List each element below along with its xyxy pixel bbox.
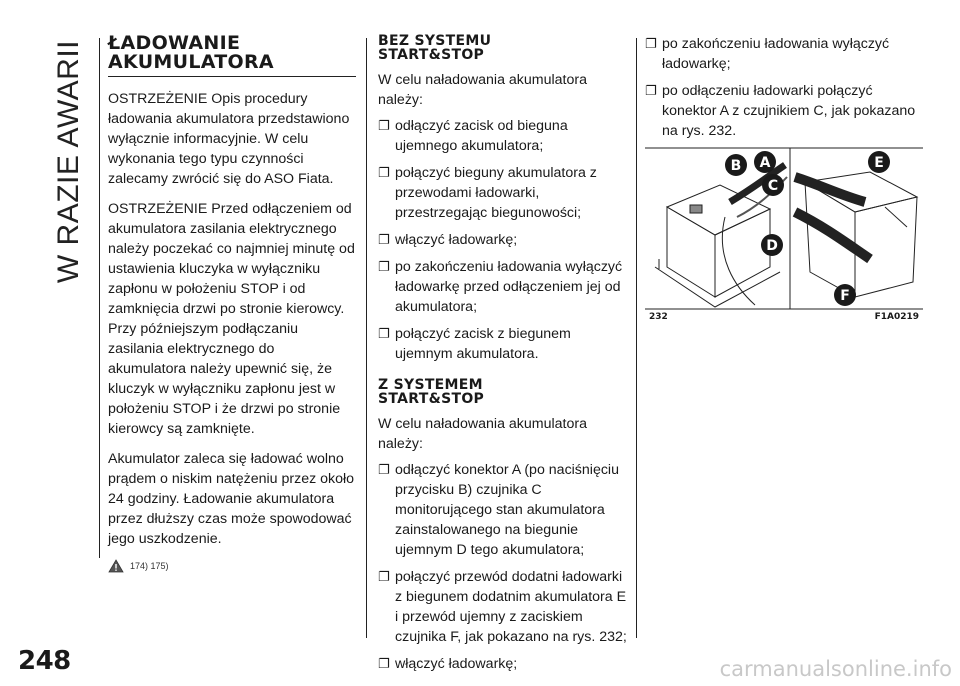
label-c <box>762 174 784 196</box>
svg-text:B: B <box>730 158 742 174</box>
svg-text:F: F <box>840 288 850 304</box>
warning-refs-text: 174) 175) <box>130 561 169 571</box>
checkbox-bullet-icon: ❐ <box>378 326 390 341</box>
side-title: W RAZIE AWARII <box>52 40 85 284</box>
label-b <box>725 154 747 176</box>
list-item: ❐ odłączyć zacisk od bieguna ujemnego akumulatora; <box>378 118 568 154</box>
checkbox-bullet-icon: ❐ <box>378 259 390 274</box>
paragraph-warning-1: OSTRZEŻENIE Opis procedury ładowania akumulatora przedstawiono wyłącznie informacyjnie. W celu wykonania tego typu czynności zalecamy zwrócić się do ASO Fiata. <box>108 91 350 187</box>
svg-text:A: A <box>759 155 771 171</box>
column-1 <box>108 34 356 573</box>
column-divider-1 <box>366 38 367 638</box>
warning-reference <box>108 559 356 573</box>
section-heading-with-startstop: Z SYSTEMEM START&STOP <box>378 377 485 407</box>
list-item: ❐ po zakończeniu ładowania wyłączyć ładowarkę; <box>645 36 890 72</box>
checkbox-bullet-icon: ❐ <box>378 569 390 584</box>
figure-code: F1A0219 <box>874 312 919 322</box>
figure-caption <box>645 312 923 326</box>
svg-text:D: D <box>766 238 778 254</box>
list-item: ❐ włączyć ładowarkę; <box>378 656 518 672</box>
figure-number: 232 <box>649 312 668 322</box>
list-item: ❐ po odłączeniu ładowarki połączyć konektor A z czujnikiem C, jak pokazano na rys. 232. <box>645 83 916 139</box>
label-a <box>754 151 776 173</box>
checkbox-bullet-icon: ❐ <box>378 656 390 671</box>
column-divider-left <box>99 38 100 558</box>
column-divider-2 <box>636 38 637 638</box>
section-heading-charging: ŁADOWANIE AKUMULATORA <box>108 34 356 77</box>
list-item: ❐ połączyć przewód dodatni ładowarki z biegunem dodatnim akumulatora E i przewód ujemny z zaciskiem czujnika F, jak pokazano na rys. 232; <box>378 569 627 645</box>
list-item: ❐ po zakończeniu ładowania wyłączyć ładowarkę przed odłączeniem jej od akumulatora; <box>378 259 623 315</box>
paragraph-info: Akumulator zaleca się ładować wolno prądem o niskim natężeniu przez około 24 godziny. Ładowanie akumulatora przez dłuższy czas może spowodować jego uszkodzenie. <box>108 451 355 547</box>
svg-text:C: C <box>767 178 779 194</box>
watermark[interactable]: carmanualsonline.info <box>719 657 952 681</box>
label-d <box>761 234 783 256</box>
list-item: ❐ włączyć ładowarkę; <box>378 232 518 248</box>
checkbox-bullet-icon: ❐ <box>378 165 390 180</box>
checkbox-bullet-icon: ❐ <box>645 83 657 98</box>
label-f <box>834 284 856 306</box>
paragraph-warning-2: OSTRZEŻENIE Przed odłączeniem od akumulatora zasilania elektrycznego należy poczekać co najmniej minutę od ustawienia kluczyka w wyłączniku zapłonu w położeniu STOP i od zamknięcia drzwi po stronie kierowcy. Przy późniejszym podłączaniu zasilania elektrycznego do akumulatora należy upewnić się, że kluczyk w wyłączniku zapłonu jest w położeniu STOP i że drzwi po stronie kierowcy są zamknięte. <box>108 201 355 437</box>
list-item: ❐ połączyć zacisk z biegunem ujemnym akumulatora. <box>378 326 571 362</box>
checkbox-bullet-icon: ❐ <box>645 36 657 51</box>
label-e <box>868 151 890 173</box>
svg-text:E: E <box>874 155 884 171</box>
column-2 <box>378 34 628 681</box>
figure-labels <box>645 147 923 310</box>
checkbox-bullet-icon: ❐ <box>378 118 390 133</box>
intro-without-startstop: W celu naładowania akumulatora należy: <box>378 72 587 108</box>
checkbox-bullet-icon: ❐ <box>378 232 390 247</box>
intro-with-startstop: W celu naładowania akumulatora należy: <box>378 416 587 452</box>
section-heading-without-startstop: BEZ SYSTEMU START&STOP <box>378 33 492 63</box>
list-item: ❐ połączyć bieguny akumulatora z przewodami ładowarki, przestrzegając biegunowości; <box>378 165 597 221</box>
page-number: 248 <box>18 646 71 676</box>
warning-triangle-icon <box>108 559 124 573</box>
checkbox-bullet-icon: ❐ <box>378 462 390 477</box>
column-3 <box>645 34 925 148</box>
list-item: ❐ odłączyć konektor A (po naciśnięciu przycisku B) czujnika C monitorującego stan akumulatora zainstalowanego na biegunie ujemnym D tego akumulatora; <box>378 462 619 558</box>
